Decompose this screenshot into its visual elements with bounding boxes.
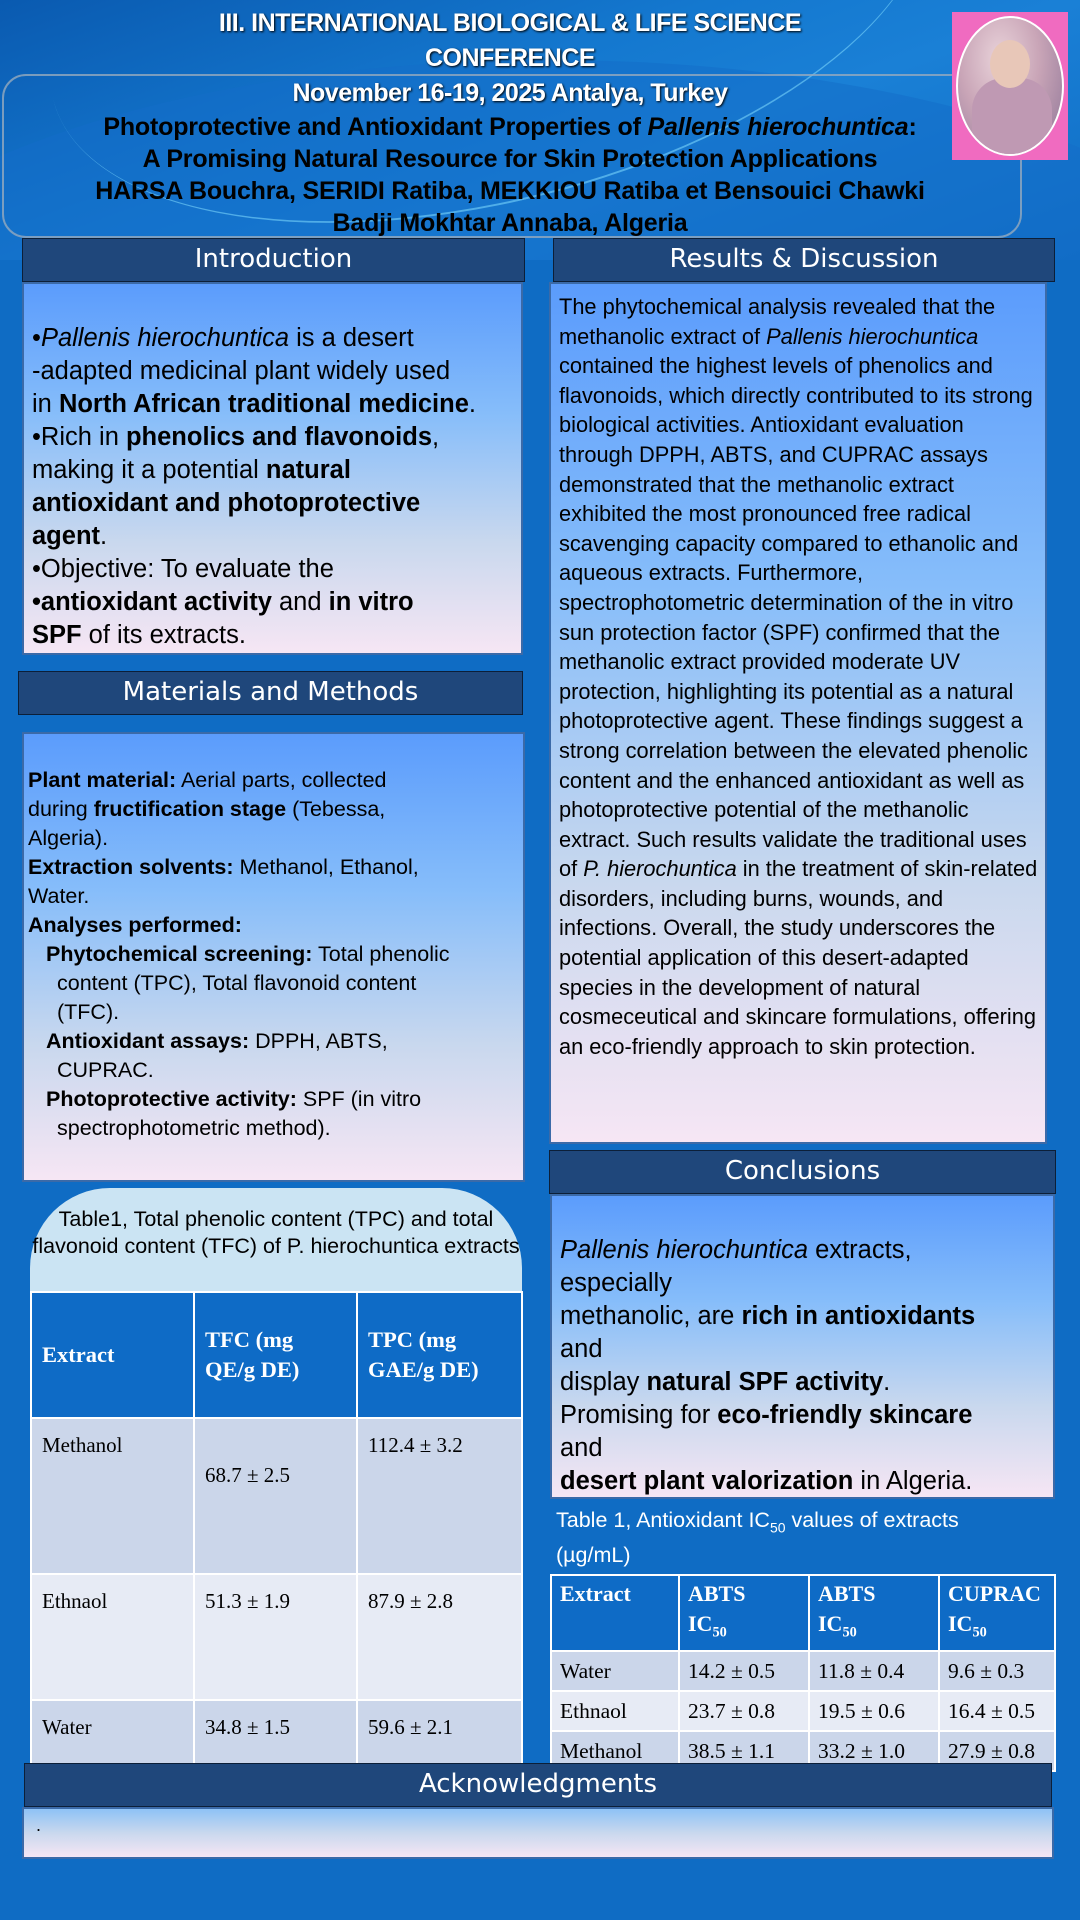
intro-line [32,322,513,355]
label: Analyses performed: [28,913,242,937]
intro-line [32,586,513,619]
header-text: ABTS [688,1581,746,1606]
conclusion-line: and [560,1335,603,1363]
header-text: ABTS [818,1581,876,1606]
table-tpc-tfc-caption: Table1, Total phenolic content (TPC) and total flavonoid content (TFC) of P. hierochuntica extracts [30,1188,522,1294]
label: Phytochemical screening: [46,942,313,966]
conclusion-line [560,1234,1045,1267]
text: Promising for [560,1401,718,1429]
table-ic50 [550,1574,1056,1772]
emphasis: natural [265,456,351,484]
header-subscript: 50 [842,1624,857,1641]
text: extracts, [808,1236,912,1264]
table-cell: 33.2 ± 1.0 [809,1731,939,1771]
introduction-heading: Introduction [22,238,525,282]
table-header-cell: Extract [31,1292,194,1418]
text: during [28,797,94,821]
authors: HARSA Bouchra, SERIDI Ratiba, MEKKIOU Ratiba et Bensouici Chawki [95,177,925,205]
text: , [432,423,440,451]
table-cell: 16.4 ± 0.5 [939,1691,1055,1731]
conclusions-heading: Conclusions [549,1150,1056,1194]
text: Total phenolic [312,942,450,966]
table-row [31,1574,522,1700]
table-cell: 38.5 ± 1.1 [679,1731,809,1771]
table-row [551,1691,1055,1731]
intro-line [32,454,513,487]
emphasis: agent [32,522,101,550]
bullet: • [32,324,41,352]
intro-line: -adapted medicinal plant widely used [32,357,451,385]
table-cell: Methanol [551,1731,679,1771]
intro-line [32,520,513,553]
emphasis: •antioxidant activity [32,588,272,616]
affiliation: Badji Mokhtar Annaba, Algeria [332,209,688,237]
poster-title [0,111,1020,143]
header-text: IC [818,1611,843,1636]
emphasis: antioxidant and photoprotective [32,489,421,517]
results-body [549,282,1047,1144]
header-text: Extract [560,1581,631,1606]
text: of its extracts. [81,621,246,649]
emphasis: phenolics and flavonoids [125,423,433,451]
table-header-cell [679,1575,809,1651]
text: . [468,390,476,418]
text: DPPH, ABTS, [249,1029,388,1053]
text: and [271,588,329,616]
text: . [883,1368,891,1396]
materials-methods-body [22,732,525,1182]
text: in Algeria. [853,1467,973,1495]
author-photo-circle [956,16,1064,156]
caption-text: values of extracts [785,1508,959,1532]
table-header-cell: TFC (mg QE/g DE) [194,1292,357,1418]
mm-line [28,1027,519,1056]
species-name: Pallenis hierochuntica [560,1236,809,1264]
conclusion-line: especially [560,1269,672,1297]
conclusion-line [560,1300,1045,1333]
text: Aerial parts, collected [176,768,387,792]
materials-methods-heading: Materials and Methods [18,671,523,715]
table-cell: 59.6 ± 2.1 [357,1700,522,1826]
introduction-body [22,282,523,655]
text: . [100,522,108,550]
caption-subscript: 50 [769,1519,786,1536]
title-colon: : [908,113,917,141]
species-name: Pallenis hierochuntica [766,323,979,349]
label: Antioxidant assays: [46,1029,250,1053]
table-row [31,1418,522,1574]
title-text: Photoprotective and Antioxidant Properties of [103,113,648,141]
conference-date-location: November 16-19, 2025 Antalya, Turkey [292,79,728,107]
text: •Rich in [32,423,126,451]
emphasis: North African traditional medicine [58,390,469,418]
mm-line: spectrophotometric method). [57,1116,331,1140]
text: Methanol, Ethanol, [233,855,419,879]
table-cell: 51.3 ± 1.9 [194,1574,357,1700]
table-cell: 34.8 ± 1.5 [194,1700,357,1826]
text: display [560,1368,647,1396]
table-cell: 68.7 ± 2.5 [194,1418,357,1574]
table-cell: Water [551,1651,679,1691]
mm-line: Algeria). [28,826,109,850]
text: making it a potential [32,456,266,484]
table-cell: 23.7 ± 0.8 [679,1691,809,1731]
emphasis: desert plant valorization [560,1467,854,1495]
emphasis: natural SPF activity [646,1368,884,1396]
acknowledgments-body: . [22,1807,1054,1859]
header-text: IC [948,1611,973,1636]
text: (Tebessa, [286,797,386,821]
author-photo [952,12,1068,160]
poster-subtitle: A Promising Natural Resource for Skin Protection Applications [142,145,878,173]
table-header-cell [551,1575,679,1651]
emphasis: eco-friendly skincare [717,1401,973,1429]
title-species: Pallenis hierochuntica [647,113,909,141]
species-name: Pallenis hierochuntica [40,324,290,352]
results-text: The phytochemical analysis revealed that the methanolic extract of [559,294,996,349]
table-cell: Methanol [31,1418,194,1574]
mm-line [28,940,519,969]
table-cell: Water [31,1700,194,1826]
species-name: P. hierochuntica [583,856,737,882]
author-photo-face [990,40,1030,88]
label: Plant material: [28,768,177,792]
table-cell: 112.4 ± 3.2 [357,1418,522,1574]
results-text: contained the highest levels of phenolics and flavonoids, which directly contributed to its strong biological activities. Antioxidant evaluation through DPPH, ABTS, and CUPRAC assays demonstrated that the methanolic extract exhibited the most pronounced free radical scavenging capacity compared to ethanolic and aqueous extracts. Furthermore, spectrophotometric determination of the in vitro sun protection factor (SPF) confirmed that the methanolic extract provided moderate UV protection, highlighting its potential as a natural photoprotective agent. These findings suggest a strong correlation between the elevated phenolic content and the enhanced antioxidant as well as photoprotective potential of the methanolic extract. Such results validate the traditional uses of [559,353,1033,882]
results-heading: Results & Discussion [553,238,1055,282]
emphasis: in vitro [328,588,414,616]
intro-line [32,421,513,454]
header-text: IC [688,1611,713,1636]
mm-line [28,795,519,824]
mm-line: (TFC). [57,1000,120,1024]
table-ic50-caption [556,1506,1056,1569]
author-photo-scarf [972,78,1052,156]
table-tpc-tfc [30,1291,523,1827]
table-cell: 87.9 ± 2.8 [357,1574,522,1700]
mm-line [28,1085,519,1114]
table-row [551,1651,1055,1691]
intro-line [32,619,513,652]
conclusion-line [560,1399,1045,1432]
poster-header [0,6,1020,239]
text: SPF (in vitro [296,1087,422,1111]
table-cell: Ethnaol [31,1574,194,1700]
table-header-cell: TPC (mg GAE/g DE) [357,1292,522,1418]
table-header-cell [809,1575,939,1651]
text: is a desert [289,324,414,352]
table-cell: 9.6 ± 0.3 [939,1651,1055,1691]
header-subscript: 50 [972,1624,987,1641]
emphasis: rich in antioxidants [741,1302,976,1330]
table-header-row [551,1575,1055,1651]
intro-line [32,487,513,520]
conclusion-line: and [560,1434,603,1462]
table-cell: 19.5 ± 0.6 [809,1691,939,1731]
caption-text: Table 1, Antioxidant IC [556,1508,770,1532]
conclusions-body [550,1194,1055,1499]
table-cell: 27.9 ± 0.8 [939,1731,1055,1771]
results-text: in the treatment of skin-related disorders, including burns, wounds, and infections. Overall, the study underscores the potential application of this desert-adapted species in the development of natural cosmeceutical and skincare formulations, offering an eco-friendly approach to skin protection. [559,856,1038,1059]
header-text: CUPRAC [948,1581,1041,1606]
text: in [32,390,59,418]
mm-line: content (TPC), Total flavonoid content [57,971,417,995]
text: methanolic, are [560,1302,742,1330]
intro-line: •Objective: To evaluate the [32,555,334,583]
table-cell: 11.8 ± 0.4 [809,1651,939,1691]
intro-line [32,388,513,421]
label: Extraction solvents: [28,855,234,879]
emphasis: SPF [32,621,82,649]
conference-name-line1: III. INTERNATIONAL BIOLOGICAL & LIFE SCIENCE [218,9,802,37]
mm-line: CUPRAC. [57,1058,154,1082]
emphasis: fructification stage [93,797,287,821]
conclusion-line [560,1366,1045,1399]
mm-line [28,853,519,882]
table-header-row [31,1292,522,1418]
header-subscript: 50 [712,1624,727,1641]
mm-line [28,911,519,940]
table-cell: 14.2 ± 0.5 [679,1651,809,1691]
mm-line [28,766,519,795]
caption-unit: (µg/mL) [556,1543,631,1568]
mm-line: Water. [28,884,90,908]
table-cell: Ethnaol [551,1691,679,1731]
label: Photoprotective activity: [46,1087,297,1111]
table-header-cell [939,1575,1055,1651]
acknowledgments-heading: Acknowledgments [24,1763,1052,1807]
conclusion-line [560,1465,1045,1498]
conference-name-line2: CONFERENCE [424,44,595,72]
